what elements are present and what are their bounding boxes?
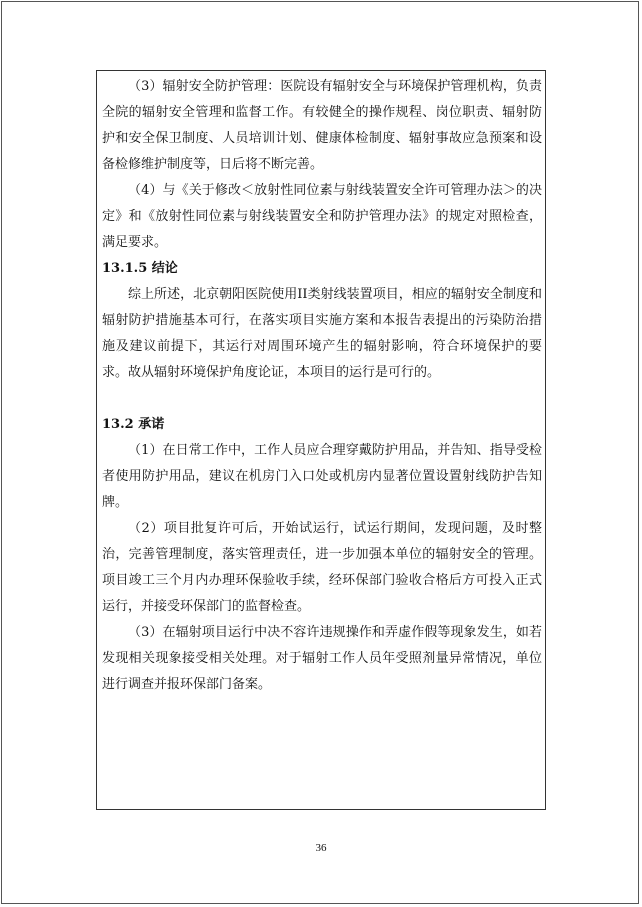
- text-area: [102, 74, 542, 698]
- paragraph-item-4: （4）与《关于修改＜放射性同位素与射线装置安全许可管理办法＞的决定》和《放射性同位素与射线装置安全和防护管理办法》的规定对照检查，满足要求。: [102, 183, 542, 250]
- page-number: 36: [315, 842, 327, 854]
- conclusion-paragraph: 综上所述，北京朝阳医院使用II类射线装置项目，相应的辐射安全制度和辐射防护措施基本可行，在落实项目实施方案和本报告表提出的污染防治措施及建议前提下，其运行对周围环境产生的辐射影响，符合环境保护的要求。故从辐射环境保护角度论证，本项目的运行是可行的。: [102, 287, 542, 380]
- commitment-paragraph-2: （2）项目批复许可后，开始试运行，试运行期间，发现问题，及时整治，完善管理制度，落实管理责任，进一步加强本单位的辐射安全的管理。项目竣工三个月内办理环保验收手续，经环保部门验收合格后方可投入正式运行，并接受环保部门的监督检查。: [102, 521, 542, 614]
- conclusion-heading: 13.1.5 结论: [102, 261, 178, 276]
- commitment-paragraph-1: （1）在日常工作中，工作人员应合理穿戴防护用品，并告知、指导受检者使用防护用品，建议在机房门入口处或机房内显著位置设置射线防护告知牌。: [102, 443, 542, 510]
- content-box: [96, 70, 546, 810]
- commitment-paragraph-3: （3）在辐射项目运行中决不容许违规操作和弄虚作假等现象发生，如若发现相关现象接受相关处理。对于辐射工作人员年受照剂量异常情况，单位进行调查并报环保部门备案。: [102, 625, 542, 692]
- paragraph-item-3: （3）辐射安全防护管理：医院设有辐射安全与环境保护管理机构，负责全院的辐射安全管理和监督工作。有较健全的操作规程、岗位职责、辐射防护和安全保卫制度、人员培训计划、健康体检制度、辐射事故应急预案和设备检修维护制度等，日后将不断完善。: [102, 79, 542, 172]
- section-spacer: [102, 386, 542, 412]
- commitment-heading: 13.2 承诺: [102, 417, 165, 432]
